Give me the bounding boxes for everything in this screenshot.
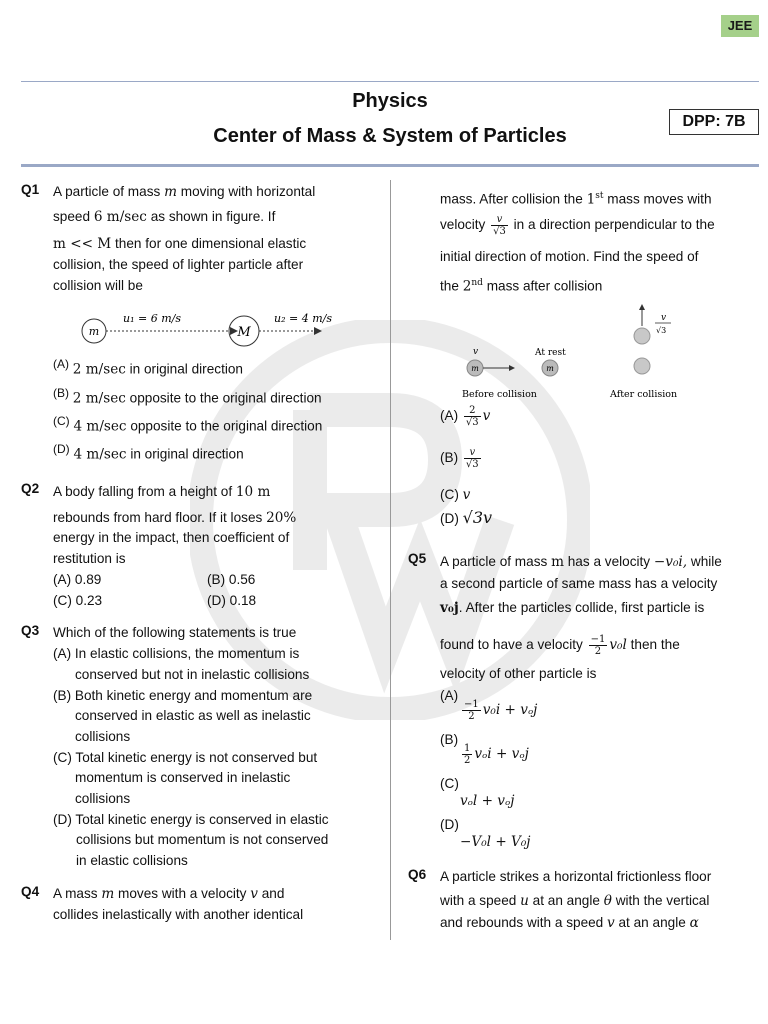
- q4-line: initial direction of motion. Find the speed of: [440, 249, 699, 264]
- q2-line: energy in the impact, then coefficient of: [53, 530, 290, 545]
- fig-after-caption: After collision: [610, 389, 678, 400]
- option: (D): [440, 817, 459, 832]
- q1-line: collision will be: [53, 278, 143, 293]
- option: (B): [440, 732, 459, 747]
- q6-line: with a speed u at an angle θ with the vertical: [440, 893, 710, 909]
- option: (C) 0.23: [53, 593, 103, 608]
- fig-v-over: v: [661, 313, 667, 323]
- option: (D) √3v: [440, 508, 493, 527]
- fig-mass-m: m: [88, 325, 100, 338]
- q6-line: and rebounds with a speed v at an angle α: [440, 915, 699, 931]
- q4-line: mass. After collision the 1st mass moves with: [440, 191, 712, 208]
- q2-line: rebounds from hard floor. If it loses 20%: [53, 510, 297, 526]
- option: $^{(C)}$ 4 m/sec opposite to the original direction: [53, 414, 323, 435]
- option-expr: $\frac{1}{2}$ vₒi + vₒj: [464, 743, 529, 766]
- question-number: Q1: [21, 182, 40, 197]
- fig-u1: u₁ = 6 m/s: [123, 312, 181, 325]
- header-rule: [21, 81, 759, 82]
- column-divider: [390, 180, 391, 940]
- option-expr: vₒl + vₒj: [460, 793, 515, 809]
- q1-line: speed 6 m/sec as shown in figure. If: [53, 209, 276, 225]
- fig-sqrt3: √3: [656, 326, 667, 335]
- fig-before-caption: Before collision: [462, 389, 537, 400]
- option: collisions: [75, 791, 131, 806]
- option: $^{(D)}$ 4 m/sec in original direction: [53, 442, 244, 463]
- q1-line: A particle of mass m moving with horizontal: [53, 184, 316, 200]
- fig-u2: u₂ = 4 m/s: [274, 312, 332, 325]
- fig-v-label: v: [473, 347, 479, 357]
- option: $^{(B)}$ 2 m/sec opposite to the original direction: [53, 386, 322, 407]
- option: (C) Total kinetic energy is not conserved but: [53, 750, 318, 765]
- fraction: $\frac{-1}{2}$: [590, 634, 606, 657]
- option: momentum is conserved in inelastic: [75, 770, 291, 785]
- q6-line: A particle strikes a horizontal frictionless floor: [440, 869, 712, 884]
- exam-badge: JEE: [721, 15, 759, 37]
- option: (B) 0.56: [207, 572, 256, 587]
- question-number: Q2: [21, 481, 40, 496]
- q1-figure: [78, 307, 348, 351]
- q5-line: a second particle of same mass has a velocity: [440, 576, 718, 591]
- option: (A) 0.89: [53, 572, 102, 587]
- dpp-label: DPP: 7B: [669, 109, 759, 135]
- q2-line: A body falling from a height of 10 m: [53, 484, 271, 500]
- option: $^{(A)}$ 2 m/sec in original direction: [53, 357, 243, 378]
- option: (C): [440, 776, 459, 791]
- fraction: $\frac{v}{√3}$: [493, 214, 506, 237]
- question-number: Q5: [408, 551, 427, 566]
- option: collisions but momentum is not conserved: [76, 832, 329, 847]
- option: (C) v: [440, 487, 471, 503]
- fraction: $\frac{-1}{2}$: [464, 699, 479, 722]
- fraction: $\frac{2}{√3}$: [465, 405, 479, 428]
- q4-line: velocity $\frac{v}{√3}$ in a direction perpendicular to the: [440, 214, 715, 237]
- q4-figure: [455, 302, 695, 404]
- q2-line: restitution is: [53, 551, 126, 566]
- option-expr: −V₀l + V₀j: [460, 834, 531, 850]
- option: (A): [440, 688, 459, 703]
- q5-line: velocity of other particle is: [440, 666, 597, 681]
- q4-line: the 2nd mass after collision: [440, 278, 603, 295]
- fig-mass-1: m: [471, 364, 479, 373]
- option: (D) Total kinetic energy is conserved in elastic: [53, 812, 329, 827]
- q4-line: A mass m moves with a velocity v and: [53, 886, 285, 902]
- option: in elastic collisions: [76, 853, 188, 868]
- title-rule: [21, 164, 759, 167]
- option: conserved but not in inelastic collisions: [75, 667, 310, 682]
- question-number: Q6: [408, 867, 427, 882]
- option: (D) 0.18: [207, 593, 257, 608]
- option: collisions: [75, 729, 131, 744]
- fig-mass-M: M: [237, 325, 251, 340]
- option-expr: $\frac{-1}{2}$ v₀i + vₒj: [464, 699, 538, 722]
- option: (B) Both kinetic energy and momentum are: [53, 688, 313, 703]
- option: (A) $\frac{2}{√3}$ v: [440, 405, 491, 428]
- fraction: $\frac{v}{√3}$: [465, 447, 479, 470]
- option: (A) In elastic collisions, the momentum is: [53, 646, 300, 661]
- q1-line: collision, the speed of lighter particle after: [53, 257, 304, 272]
- q4-line: collides inelastically with another identical: [53, 907, 304, 922]
- q5-line: v₀j. After the particles collide, first particle is: [440, 600, 705, 616]
- q5-line: found to have a velocity $\frac{-1}{2}$ v₀l then the: [440, 634, 680, 657]
- option: (B) $\frac{v}{√3}$: [440, 447, 479, 470]
- fraction: $\frac{1}{2}$: [464, 743, 471, 766]
- question-number: Q4: [21, 884, 40, 899]
- fig-mass-2: m: [546, 364, 554, 373]
- question-number: Q3: [21, 623, 40, 638]
- q3-stem: Which of the following statements is true: [53, 625, 297, 640]
- q1-line: m << M then for one dimensional elastic: [53, 236, 307, 252]
- fig-at-rest: At rest: [535, 348, 566, 358]
- subject-title: Physics: [352, 90, 428, 112]
- q5-line: A particle of mass m has a velocity −v₀i, while: [440, 554, 722, 570]
- chapter-title: Center of Mass & System of Particles: [213, 125, 567, 147]
- option: conserved in elastic as well as inelastic: [75, 708, 311, 723]
